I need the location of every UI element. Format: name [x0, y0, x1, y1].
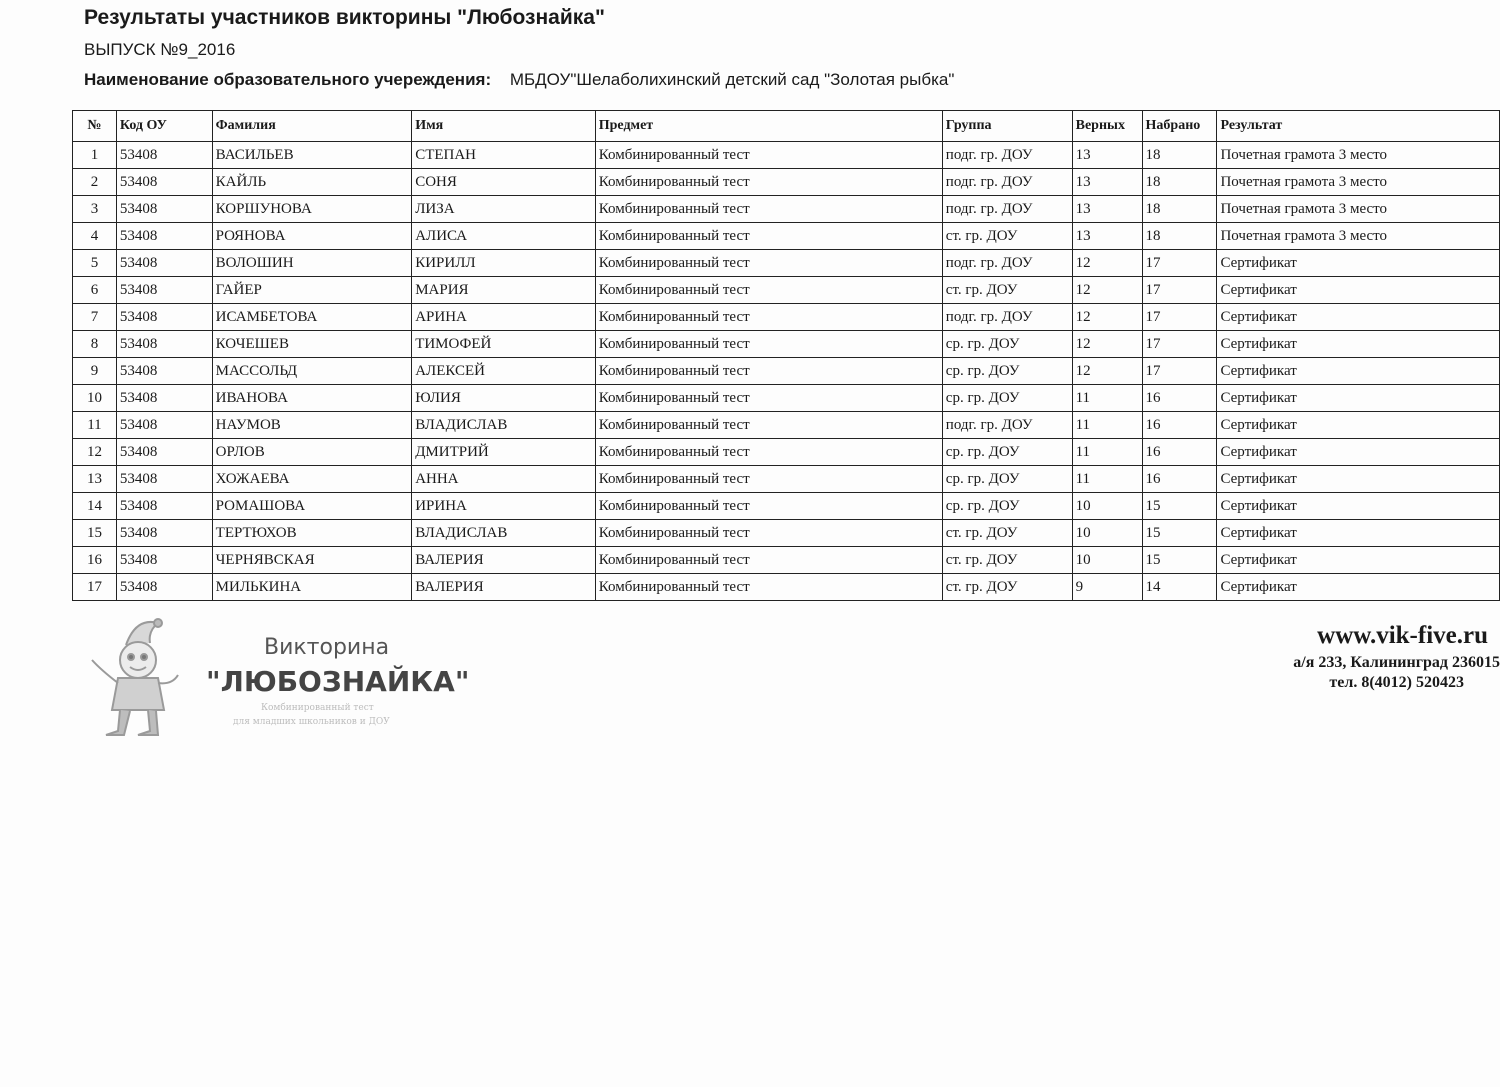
cell-number: 13 — [73, 466, 117, 493]
cell-subject: Комбинированный тест — [595, 358, 942, 385]
issue-label: ВЫПУСК №9_2016 — [84, 40, 236, 59]
cell-subject: Комбинированный тест — [595, 574, 942, 601]
col-header-group: Группа — [942, 111, 1072, 142]
cell-surname: РОМАШОВА — [212, 493, 412, 520]
cell-correct: 12 — [1072, 304, 1142, 331]
cell-code: 53408 — [116, 196, 212, 223]
cell-group: ср. гр. ДОУ — [942, 385, 1072, 412]
cell-code: 53408 — [116, 250, 212, 277]
cell-name: АЛЕКСЕЙ — [412, 358, 596, 385]
cell-code: 53408 — [116, 223, 212, 250]
page-title: Результаты участников викторины "Любознайка" — [84, 6, 605, 29]
table-row — [73, 250, 1500, 277]
cell-subject: Комбинированный тест — [595, 385, 942, 412]
cell-subject: Комбинированный тест — [595, 547, 942, 574]
cell-name: АРИНА — [412, 304, 596, 331]
elf-mascot-icon — [86, 615, 196, 740]
cell-code: 53408 — [116, 331, 212, 358]
cell-score: 15 — [1142, 493, 1217, 520]
col-header-surname: Фамилия — [212, 111, 412, 142]
table-row — [73, 493, 1500, 520]
cell-code: 53408 — [116, 439, 212, 466]
cell-code: 53408 — [116, 304, 212, 331]
cell-surname: КОЧЕШЕВ — [212, 331, 412, 358]
cell-score: 18 — [1142, 196, 1217, 223]
cell-number: 7 — [73, 304, 117, 331]
cell-correct: 11 — [1072, 439, 1142, 466]
cell-result: Сертификат — [1217, 493, 1500, 520]
cell-result: Сертификат — [1217, 574, 1500, 601]
cell-number: 8 — [73, 331, 117, 358]
cell-score: 14 — [1142, 574, 1217, 601]
cell-group: ср. гр. ДОУ — [942, 493, 1072, 520]
cell-group: ст. гр. ДОУ — [942, 520, 1072, 547]
cell-correct: 10 — [1072, 493, 1142, 520]
cell-correct: 9 — [1072, 574, 1142, 601]
cell-number: 17 — [73, 574, 117, 601]
cell-surname: ВАСИЛЬЕВ — [212, 142, 412, 169]
cell-group: ст. гр. ДОУ — [942, 574, 1072, 601]
cell-score: 16 — [1142, 439, 1217, 466]
cell-surname: ОРЛОВ — [212, 439, 412, 466]
quiz-logo-block — [86, 615, 470, 740]
cell-subject: Комбинированный тест — [595, 142, 942, 169]
cell-result: Почетная грамота 3 место — [1217, 169, 1500, 196]
cell-score: 17 — [1142, 358, 1217, 385]
cell-group: подг. гр. ДОУ — [942, 304, 1072, 331]
cell-correct: 13 — [1072, 169, 1142, 196]
cell-score: 15 — [1142, 547, 1217, 574]
cell-surname: КОРШУНОВА — [212, 196, 412, 223]
cell-group: ст. гр. ДОУ — [942, 223, 1072, 250]
cell-score: 16 — [1142, 466, 1217, 493]
cell-result: Сертификат — [1217, 250, 1500, 277]
cell-number: 12 — [73, 439, 117, 466]
cell-result: Сертификат — [1217, 520, 1500, 547]
cell-code: 53408 — [116, 277, 212, 304]
cell-name: АННА — [412, 466, 596, 493]
table-row — [73, 412, 1500, 439]
cell-subject: Комбинированный тест — [595, 466, 942, 493]
cell-correct: 12 — [1072, 250, 1142, 277]
col-header-result: Результат — [1217, 111, 1500, 142]
institution-value: МБДОУ"Шелаболихинский детский сад "Золотая рыбка" — [509, 70, 955, 89]
table-row — [73, 466, 1500, 493]
cell-name: СТЕПАН — [412, 142, 596, 169]
cell-name: ДМИТРИЙ — [412, 439, 596, 466]
brand-name: "ЛЮБОЗНАЙКА" — [206, 665, 470, 698]
table-row — [73, 277, 1500, 304]
cell-group: ср. гр. ДОУ — [942, 331, 1072, 358]
cell-score: 17 — [1142, 304, 1217, 331]
cell-result: Почетная грамота 3 место — [1217, 142, 1500, 169]
cell-result: Сертификат — [1217, 547, 1500, 574]
cell-correct: 11 — [1072, 385, 1142, 412]
cell-name: ИРИНА — [412, 493, 596, 520]
cell-correct: 12 — [1072, 331, 1142, 358]
cell-number: 15 — [73, 520, 117, 547]
cell-surname: ХОЖАЕВА — [212, 466, 412, 493]
cell-surname: РОЯНОВА — [212, 223, 412, 250]
cell-number: 3 — [73, 196, 117, 223]
cell-code: 53408 — [116, 493, 212, 520]
cell-surname: НАУМОВ — [212, 412, 412, 439]
col-header-number: № — [73, 111, 117, 142]
cell-correct: 13 — [1072, 196, 1142, 223]
contact-block — [1293, 622, 1500, 692]
cell-subject: Комбинированный тест — [595, 223, 942, 250]
cell-surname: ЧЕРНЯВСКАЯ — [212, 547, 412, 574]
results-table — [72, 110, 1500, 601]
cell-group: подг. гр. ДОУ — [942, 142, 1072, 169]
cell-code: 53408 — [116, 466, 212, 493]
cell-result: Сертификат — [1217, 358, 1500, 385]
cell-score: 16 — [1142, 412, 1217, 439]
cell-name: ЛИЗА — [412, 196, 596, 223]
table-row — [73, 547, 1500, 574]
cell-score: 15 — [1142, 520, 1217, 547]
cell-number: 10 — [73, 385, 117, 412]
cell-number: 16 — [73, 547, 117, 574]
table-header-row — [73, 111, 1500, 142]
cell-name: ТИМОФЕЙ — [412, 331, 596, 358]
cell-subject: Комбинированный тест — [595, 331, 942, 358]
cell-group: ср. гр. ДОУ — [942, 439, 1072, 466]
cell-code: 53408 — [116, 412, 212, 439]
cell-code: 53408 — [116, 358, 212, 385]
cell-number: 4 — [73, 223, 117, 250]
website-link[interactable]: www.vik-five.ru — [1317, 622, 1488, 649]
cell-result: Сертификат — [1217, 412, 1500, 439]
cell-name: МАРИЯ — [412, 277, 596, 304]
cell-code: 53408 — [116, 574, 212, 601]
cell-number: 5 — [73, 250, 117, 277]
cell-result: Сертификат — [1217, 331, 1500, 358]
cell-group: подг. гр. ДОУ — [942, 250, 1072, 277]
cell-name: СОНЯ — [412, 169, 596, 196]
cell-subject: Комбинированный тест — [595, 169, 942, 196]
cell-code: 53408 — [116, 547, 212, 574]
cell-number: 6 — [73, 277, 117, 304]
cell-code: 53408 — [116, 169, 212, 196]
cell-subject: Комбинированный тест — [595, 250, 942, 277]
table-row — [73, 331, 1500, 358]
postal-address: а/я 233, Калининград 236015 — [1293, 654, 1500, 671]
cell-correct: 11 — [1072, 412, 1142, 439]
table-row — [73, 304, 1500, 331]
cell-score: 17 — [1142, 250, 1217, 277]
cell-correct: 12 — [1072, 277, 1142, 304]
institution-line — [84, 70, 954, 90]
cell-number: 2 — [73, 169, 117, 196]
col-header-correct: Верных — [1072, 111, 1142, 142]
cell-group: ср. гр. ДОУ — [942, 358, 1072, 385]
cell-score: 17 — [1142, 277, 1217, 304]
cell-number: 11 — [73, 412, 117, 439]
cell-name: КИРИЛЛ — [412, 250, 596, 277]
cell-correct: 13 — [1072, 223, 1142, 250]
cell-score: 18 — [1142, 169, 1217, 196]
cell-subject: Комбинированный тест — [595, 439, 942, 466]
cell-surname: ИВАНОВА — [212, 385, 412, 412]
cell-name: ВЛАДИСЛАВ — [412, 520, 596, 547]
table-row — [73, 358, 1500, 385]
cell-subject: Комбинированный тест — [595, 304, 942, 331]
cell-correct: 10 — [1072, 547, 1142, 574]
cell-surname: МАССОЛЬД — [212, 358, 412, 385]
brand-subtitle: Комбинированный тест — [261, 703, 374, 713]
cell-name: АЛИСА — [412, 223, 596, 250]
table-row — [73, 169, 1500, 196]
cell-result: Почетная грамота 3 место — [1217, 223, 1500, 250]
cell-result: Сертификат — [1217, 277, 1500, 304]
cell-correct: 12 — [1072, 358, 1142, 385]
cell-name: ЮЛИЯ — [412, 385, 596, 412]
cell-subject: Комбинированный тест — [595, 493, 942, 520]
cell-correct: 13 — [1072, 142, 1142, 169]
cell-result: Сертификат — [1217, 439, 1500, 466]
table-row — [73, 385, 1500, 412]
cell-result: Почетная грамота 3 место — [1217, 196, 1500, 223]
col-header-name: Имя — [412, 111, 596, 142]
cell-group: подг. гр. ДОУ — [942, 412, 1072, 439]
cell-correct: 11 — [1072, 466, 1142, 493]
col-header-score: Набрано — [1142, 111, 1217, 142]
cell-subject: Комбинированный тест — [595, 196, 942, 223]
institution-label: Наименование образовательного учереждения: — [84, 70, 492, 89]
cell-code: 53408 — [116, 520, 212, 547]
cell-number: 14 — [73, 493, 117, 520]
cell-surname: ГАЙЕР — [212, 277, 412, 304]
cell-group: ср. гр. ДОУ — [942, 466, 1072, 493]
table-row — [73, 196, 1500, 223]
cell-name: ВЛАДИСЛАВ — [412, 412, 596, 439]
cell-score: 18 — [1142, 223, 1217, 250]
cell-name: ВАЛЕРИЯ — [412, 574, 596, 601]
cell-subject: Комбинированный тест — [595, 277, 942, 304]
col-header-subject: Предмет — [595, 111, 942, 142]
cell-subject: Комбинированный тест — [595, 520, 942, 547]
cell-surname: ВОЛОШИН — [212, 250, 412, 277]
table-row — [73, 142, 1500, 169]
cell-subject: Комбинированный тест — [595, 412, 942, 439]
brand-subtitle-2: для младших школьников и ДОУ — [233, 717, 390, 727]
brand-title: Викторина — [264, 635, 390, 660]
phone-number: тел. 8(4012) 520423 — [1329, 674, 1464, 691]
table-row — [73, 520, 1500, 547]
cell-surname: ТЕРТЮХОВ — [212, 520, 412, 547]
col-header-code: Код ОУ — [116, 111, 212, 142]
cell-name: ВАЛЕРИЯ — [412, 547, 596, 574]
cell-score: 17 — [1142, 331, 1217, 358]
cell-score: 18 — [1142, 142, 1217, 169]
cell-group: подг. гр. ДОУ — [942, 196, 1072, 223]
cell-result: Сертификат — [1217, 466, 1500, 493]
cell-result: Сертификат — [1217, 385, 1500, 412]
cell-correct: 10 — [1072, 520, 1142, 547]
cell-surname: КАЙЛЬ — [212, 169, 412, 196]
table-row — [73, 223, 1500, 250]
cell-code: 53408 — [116, 385, 212, 412]
cell-group: подг. гр. ДОУ — [942, 169, 1072, 196]
cell-surname: ИСАМБЕТОВА — [212, 304, 412, 331]
cell-code: 53408 — [116, 142, 212, 169]
cell-number: 9 — [73, 358, 117, 385]
cell-score: 16 — [1142, 385, 1217, 412]
cell-group: ст. гр. ДОУ — [942, 547, 1072, 574]
table-row — [73, 439, 1500, 466]
cell-number: 1 — [73, 142, 117, 169]
cell-surname: МИЛЬКИНА — [212, 574, 412, 601]
cell-group: ст. гр. ДОУ — [942, 277, 1072, 304]
table-row — [73, 574, 1500, 601]
cell-result: Сертификат — [1217, 304, 1500, 331]
